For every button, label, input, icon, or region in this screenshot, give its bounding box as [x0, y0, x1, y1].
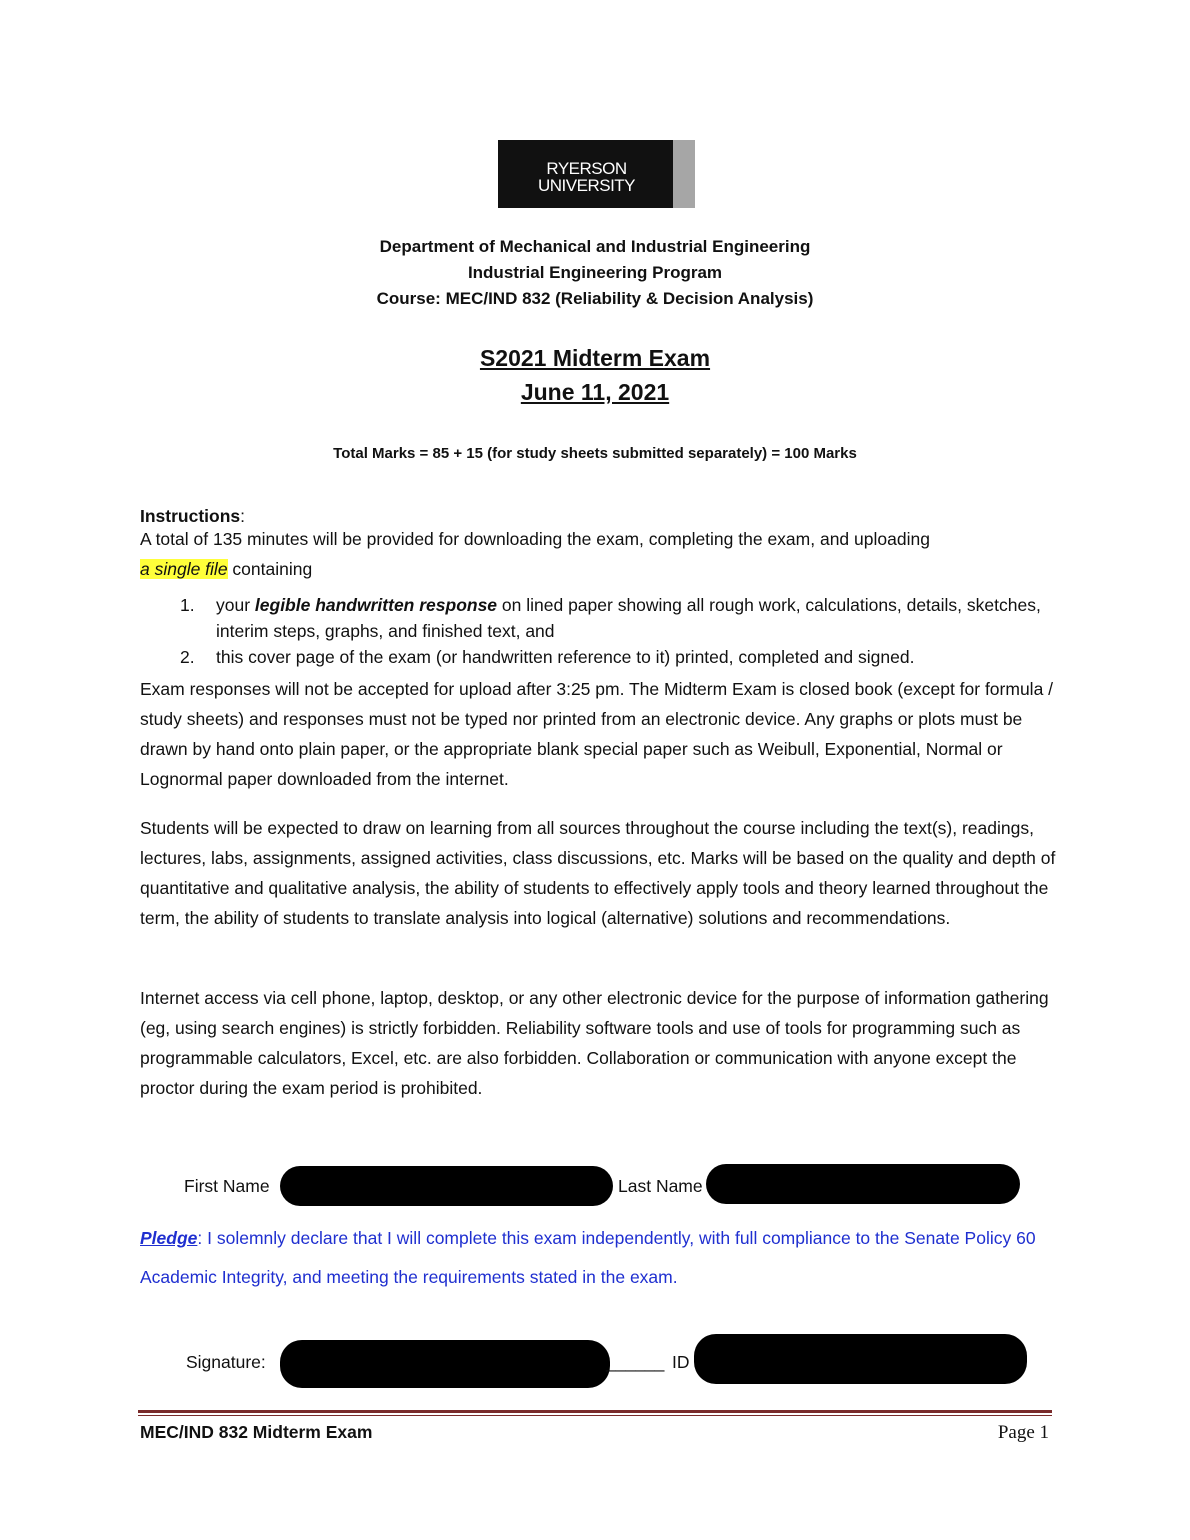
footer-rule-thin — [138, 1415, 1052, 1416]
course-header — [0, 234, 1190, 312]
course-name: Course: MEC/IND 832 (Reliability & Decision Analysis) — [376, 289, 814, 308]
first-name-redaction — [280, 1166, 613, 1206]
item1-text-a: your — [216, 595, 255, 615]
logo-line-2: UNIVERSITY — [538, 176, 636, 195]
id-redaction — [694, 1334, 1027, 1384]
footer-course: MEC/IND 832 Midterm Exam — [140, 1422, 373, 1442]
instructions-paragraph-3: Internet access via cell phone, laptop, desktop, or any other electronic device for the purpose of information gathering (eg, using search engines) is strictly forbidden. Reliability software tools and use of tools for programming such as programmable calculators, Excel, etc. are also forbidden. Collaboration or communication with anyone except the proctor during the exam period is prohibited. — [140, 988, 1049, 1098]
intro-text-a: A total of 135 minutes will be provided for downloading the exam, completing the exam, and uploading — [140, 529, 930, 549]
last-name-redaction — [706, 1164, 1020, 1204]
instructions-intro — [140, 524, 1060, 584]
item1-bold: legible handwritten response — [254, 595, 498, 615]
list-item-1-number: 1. — [180, 595, 195, 615]
exam-date: June 11, 2021 — [520, 379, 670, 405]
pledge-statement — [140, 1219, 1060, 1297]
instruction-list — [180, 592, 1060, 672]
instructions-paragraph-1: Exam responses will not be accepted for upload after 3:25 pm. The Midterm Exam is closed book (except for formula / study sheets) and responses must not be typed nor printed from an electronic device. Any graphs or plots must be drawn by hand onto plain paper, or the appropriate blank special paper such as Weibull, Exponential, Normal or Lognormal paper downloaded from the internet. — [140, 679, 1054, 789]
instructions-heading-colon: : — [240, 506, 246, 526]
logo-line-1: RYERSON — [546, 159, 627, 178]
exam-title: S2021 Midterm Exam — [479, 345, 711, 371]
list-item-2: this cover page of the exam (or handwritten reference to it) printed, completed and signed. — [216, 647, 915, 667]
list-item-1 — [216, 592, 1056, 644]
program-name: Industrial Engineering Program — [467, 263, 723, 282]
signature-label: Signature: — [186, 1352, 266, 1372]
pledge-text: : I solemnly declare that I will complete this exam independently, with full compliance to the Senate Policy 60 Academic Integrity, and meeting the requirements stated in the exam. — [140, 1228, 1036, 1287]
instructions-heading-text: Instructions — [140, 506, 241, 526]
footer-rule — [138, 1410, 1052, 1413]
university-logo — [498, 140, 695, 208]
instructions-paragraph-2: Students will be expected to draw on learning from all sources throughout the course including the text(s), readings, lectures, labs, assignments, assigned activities, class discussions, etc. Marks will be based on the quality and depth of quantitative and qualitative analysis, the ability of students to effectively apply tools and theory learned throughout the term, the ability of students to translate analysis into logical (alternative) solutions and recommendations. — [140, 818, 1056, 928]
first-name-label: First Name — [184, 1176, 270, 1196]
logo-gray-bar — [673, 140, 695, 208]
department-name: Department of Mechanical and Industrial Engineering — [379, 237, 811, 256]
list-item-2-number: 2. — [180, 647, 195, 667]
item1-text-b: on lined paper showing all rough work, calculations, details, sketches, interim steps, graphs, and finished text, and — [216, 595, 1041, 641]
last-name-label: Last Name — [618, 1176, 703, 1196]
page-number: Page 1 — [997, 1422, 1049, 1443]
intro-text-b: containing — [227, 559, 313, 579]
intro-highlight: a single file — [140, 559, 228, 579]
total-marks: Total Marks = 85 + 15 (for study sheets submitted separately) = 100 Marks — [333, 445, 857, 462]
pledge-label: Pledge — [140, 1228, 198, 1248]
id-label: ID — [672, 1352, 690, 1372]
signature-line: ______ — [606, 1352, 665, 1372]
signature-redaction — [280, 1340, 610, 1388]
